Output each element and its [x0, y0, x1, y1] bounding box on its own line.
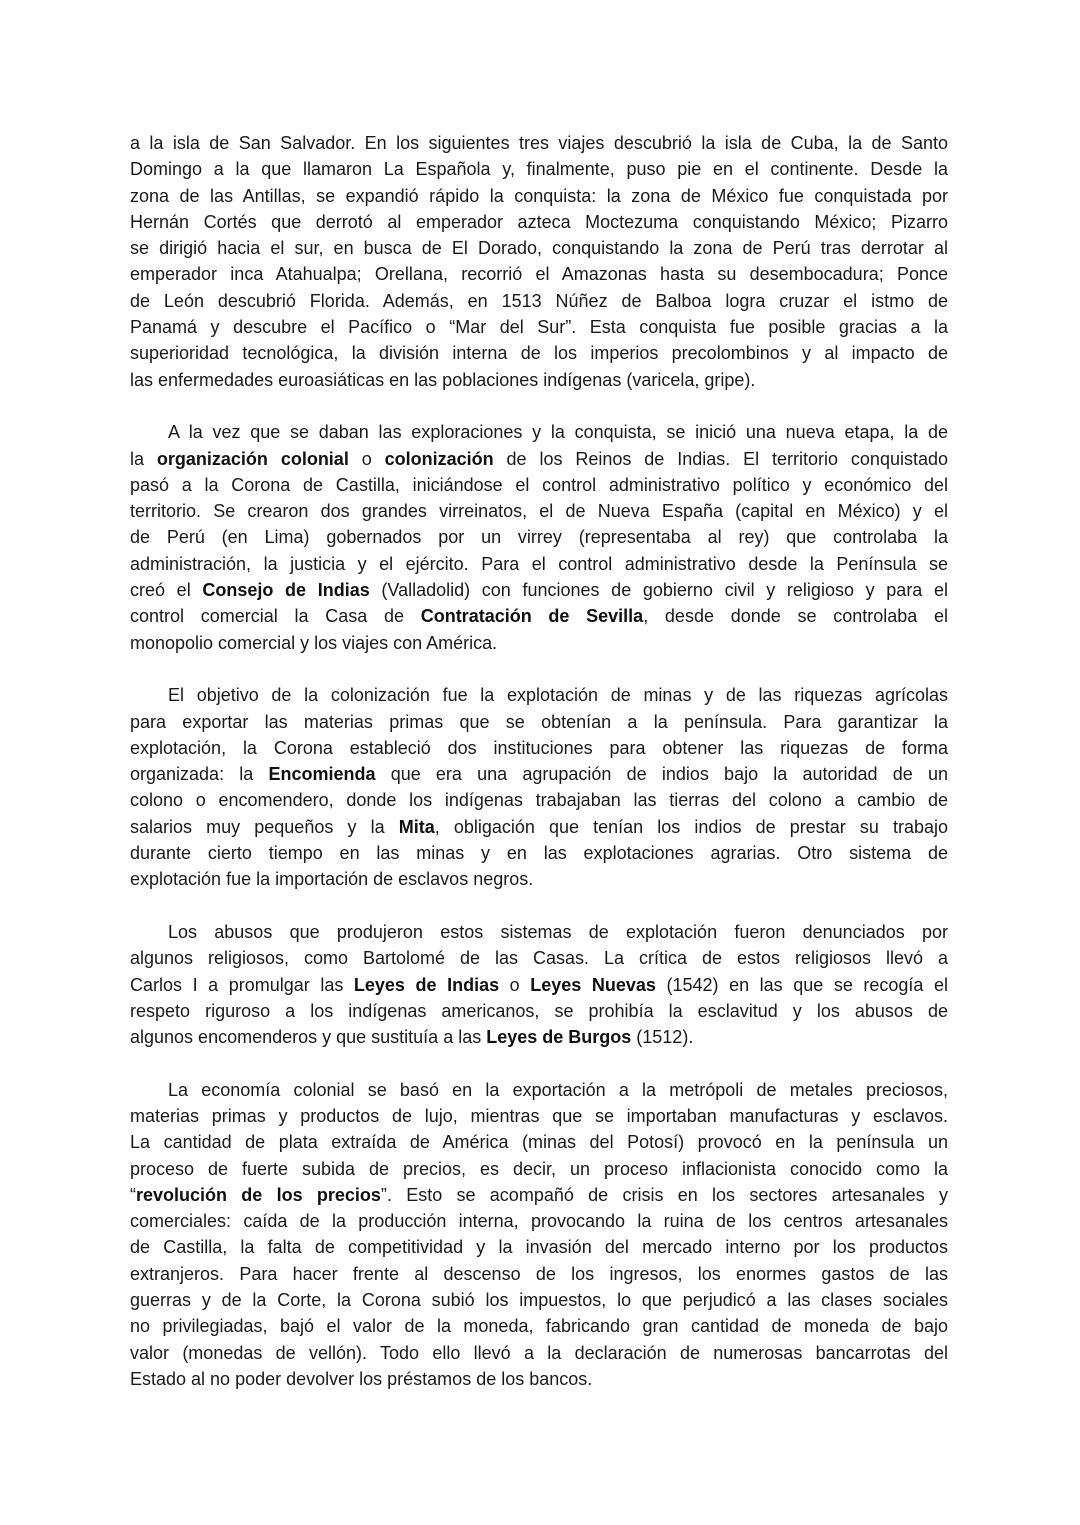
text-line: Domingo a la que llamaron La Española y, finalmente, puso pie en el continente. Desde la	[130, 159, 948, 180]
text-line: colono o encomendero, donde los indígenas trabajaban las tierras del colono a cambio de	[130, 790, 948, 811]
text-line: algunos religiosos, como Bartolomé de las Casas. La crítica de estos religiosos llevó a	[130, 948, 948, 969]
text-run: control comercial la Casa de	[130, 606, 421, 627]
text-run: la	[130, 448, 157, 469]
text-line	[130, 1024, 948, 1050]
paragraph	[130, 130, 948, 393]
text-line: monopolio comercial y los viajes con América.	[130, 632, 498, 653]
text-run: ”. Esto se acompañó de crisis en los sectores artesanales y	[380, 1184, 948, 1205]
text-line: superioridad tecnológica, la división interna de los imperios precolombinos y al impacto de	[130, 343, 948, 364]
text-line: durante cierto tiempo en las minas y en las explotaciones agrarias. Otro sistema de	[130, 843, 948, 864]
text-line: se dirigió hacia el sur, en busca de El Dorado, conquistando la zona de Perú tras derrotar al	[130, 238, 948, 259]
text-line: a la isla de San Salvador. En los siguientes tres viajes descubrió la isla de Cuba, la de Santo	[130, 133, 948, 153]
text-run: algunos encomenderos y que sustituía a las	[130, 1027, 487, 1048]
text-line	[130, 761, 948, 787]
bold-term: Contratación de Sevilla	[420, 606, 644, 627]
text-line: de Castilla, la falta de competitividad y la invasión del mercado interno por los productos	[130, 1237, 948, 1258]
text-line: no privilegiadas, bajó el valor de la moneda, fabricando gran cantidad de moneda de bajo	[130, 1316, 948, 1337]
text-line: materias primas y productos de lujo, mientras que se importaban manufacturas y esclavos.	[130, 1105, 948, 1126]
text-line	[130, 1182, 948, 1208]
text-line: zona de las Antillas, se expandió rápido la conquista: la zona de México fue conquistada por	[130, 185, 948, 206]
text-run: salarios muy pequeños y la	[130, 816, 399, 837]
paragraph	[130, 419, 948, 656]
text-line: de Perú (en Lima) gobernados por un virrey (representaba al rey) que controlaba la	[130, 527, 948, 548]
text-run: (1542) en las que se recogía el	[655, 974, 949, 995]
text-line: administración, la justicia y el ejército. Para el control administrativo desde la Península se	[130, 553, 948, 574]
text-run: que era una agrupación de indios bajo la autoridad de un	[375, 764, 948, 785]
text-line: para exportar las materias primas que se obtenían a la península. Para garantizar la	[130, 711, 948, 732]
paragraph	[130, 1077, 948, 1393]
text-line: El objetivo de la colonización fue la explotación de minas y de las riquezas agrícolas	[168, 685, 948, 706]
text-line: pasó a la Corona de Castilla, iniciándose el control administrativo político y económico del	[130, 474, 948, 495]
text-run: (1512).	[631, 1027, 694, 1048]
text-line: Hernán Cortés que derrotó al emperador azteca Moctezuma conquistando México; Pizarro	[130, 211, 948, 232]
text-line	[130, 603, 948, 629]
bold-term: Consejo de Indias	[202, 580, 370, 601]
text-run: creó el	[130, 580, 203, 601]
text-run: organizada: la	[130, 764, 269, 785]
text-line: de León descubrió Florida. Además, en 1513 Núñez de Balboa logra cruzar el istmo de	[130, 290, 948, 311]
text-line: Los abusos que produjeron estos sistemas de explotación fueron denunciados por	[168, 921, 948, 942]
bold-term: Leyes de Indias	[353, 974, 500, 995]
document-page	[130, 130, 948, 1419]
text-line: territorio. Se crearon dos grandes virreinatos, el de Nueva España (capital en México) y el	[130, 501, 948, 522]
text-line: explotación fue la importación de esclavos negros.	[130, 869, 534, 890]
text-line	[130, 972, 948, 998]
text-line: Estado al no poder devolver los préstamos de los bancos.	[130, 1368, 593, 1389]
text-line: emperador inca Atahualpa; Orellana, recorrió el Amazonas hasta su desembocadura; Ponce	[130, 264, 948, 285]
text-line: guerras y de la Corte, la Corona subió los impuestos, lo que perjudicó a las clases sociales	[130, 1290, 948, 1311]
bold-term: organización colonial	[156, 448, 349, 469]
text-line: comerciales: caída de la producción interna, provocando la ruina de los centros artesanales	[130, 1211, 948, 1232]
bold-term: Encomienda	[268, 764, 376, 785]
text-run: Carlos I a promulgar las	[130, 974, 354, 995]
text-run: , obligación que tenían los indios de prestar su trabajo	[434, 816, 949, 837]
paragraph	[130, 682, 948, 892]
text-line: proceso de fuerte subida de precios, es decir, un proceso inflacionista conocido como la	[130, 1158, 948, 1179]
text-run: o	[499, 974, 531, 995]
text-run: “	[130, 1184, 136, 1205]
text-run: o	[348, 448, 385, 469]
text-run: , desde donde se controlaba el	[643, 606, 948, 627]
text-line: valor (monedas de vellón). Todo ello llevó a la declaración de numerosas bancarrotas del	[130, 1342, 948, 1363]
bold-term: Leyes Nuevas	[530, 974, 656, 995]
text-run: (Valladolid) con funciones de gobierno civil y religioso y para el	[369, 580, 948, 601]
bold-term: colonización	[384, 448, 494, 469]
text-line: respeto riguroso a los indígenas americanos, se prohibía la esclavitud y los abusos de	[130, 1000, 948, 1021]
text-line: extranjeros. Para hacer frente al descenso de los ingresos, los enormes gastos de las	[130, 1263, 948, 1284]
text-line: las enfermedades euroasiáticas en las poblaciones indígenas (varicela, gripe).	[130, 369, 756, 390]
text-line	[130, 814, 948, 840]
text-line: explotación, la Corona estableció dos instituciones para obtener las riquezas de forma	[130, 737, 948, 758]
text-line: A la vez que se daban las exploraciones y la conquista, se inició una nueva etapa, la de	[168, 422, 948, 443]
text-line: Panamá y descubre el Pacífico o “Mar del Sur”. Esta conquista fue posible gracias a la	[130, 317, 948, 338]
paragraph	[130, 919, 948, 1050]
bold-term: Mita	[398, 816, 435, 837]
text-line	[130, 577, 948, 603]
text-line: La economía colonial se basó en la exportación a la metrópoli de metales preciosos,	[168, 1079, 948, 1100]
text-line	[130, 446, 948, 472]
text-run: de los Reinos de Indias. El territorio conquistado	[493, 448, 948, 469]
bold-term: revolución de los precios	[136, 1184, 381, 1205]
text-line: La cantidad de plata extraída de América (minas del Potosí) provocó en la península un	[130, 1132, 948, 1153]
bold-term: Leyes de Burgos	[486, 1027, 632, 1048]
